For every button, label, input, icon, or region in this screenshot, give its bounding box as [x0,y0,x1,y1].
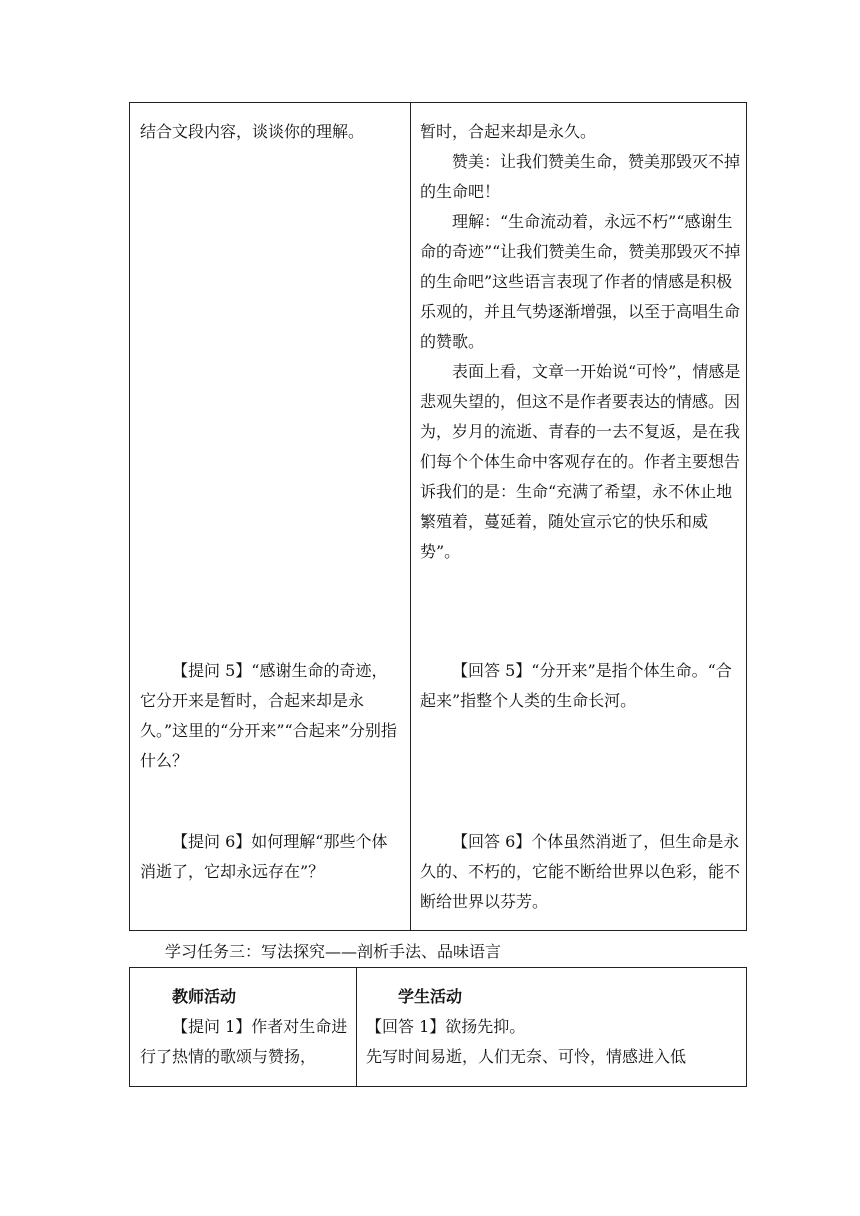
teacher-cell-q6 [140,827,402,887]
question-5: 【提问 5】“感谢生命的奇迹，它分开来是暂时，合起来却是永久。”这里的“分开来”“合起来”分别指什么？ [140,661,397,770]
answer-6: 【回答 6】个体虽然消逝了，但生命是永久的、不朽的，它能不断给世界以色彩，能不断给世界以芬芳。 [420,832,741,911]
column-divider [356,968,357,1086]
lesson-table-2 [129,967,747,1087]
answer-surface: 表面上看，文章一开始说“可怜”，情感是悲观失望的，但这不是作者要表达的情感。因为，岁月的流逝、青春的一去不复返，是在我们每个个体生命中客观存在的。作者主要想告诉我们的是：生命“充满了希望，永不休止地繁殖着，蔓延着，随处宣示它的快乐和威势”。 [420,362,741,561]
teacher-activity-cell [140,982,348,1072]
student-cell-top [420,117,742,567]
prompt-continuation: 结合文段内容，谈谈你的理解。 [140,122,365,141]
column-divider [410,103,411,930]
student-activity-cell [366,982,742,1072]
answer-text-1: 暂时，合起来却是永久。 [420,122,597,141]
task-3-caption: 学习任务三：写法探究——剖析手法、品味语言 [165,942,502,961]
teacher-cell-top [140,117,402,147]
teacher-activity-heading: 教师活动 [172,987,237,1006]
student-cell-a5 [420,656,742,716]
student-cell-a6 [420,827,742,917]
answer-1-continued: 先写时间易逝，人们无奈、可怜，情感进入低 [366,1047,687,1066]
student-activity-heading: 学生活动 [398,987,463,1006]
question-6: 【提问 6】如何理解“那些个体消逝了，它却永远存在”？ [140,832,388,881]
answer-understanding: 理解：“生命流动着，永远不朽”“感谢生命的奇迹”“让我们赞美生命，赞美那毁灭不掉的生命吧”这些语言表现了作者的情感是积极乐观的，并且气势逐渐增强，以至于高唱生命的赞歌。 [420,212,741,351]
answer-1: 【回答 1】欲扬先抑。 [366,1017,526,1036]
lesson-table-1 [129,102,747,931]
teacher-cell-q5 [140,656,402,776]
answer-5: 【回答 5】“分开来”是指个体生命。“合起来”指整个人类的生命长河。 [420,661,732,710]
question-1: 【提问 1】作者对生命进行了热情的歌颂与赞扬， [140,1017,348,1066]
answer-praise: 赞美：让我们赞美生命，赞美那毁灭不掉的生命吧！ [420,152,741,201]
